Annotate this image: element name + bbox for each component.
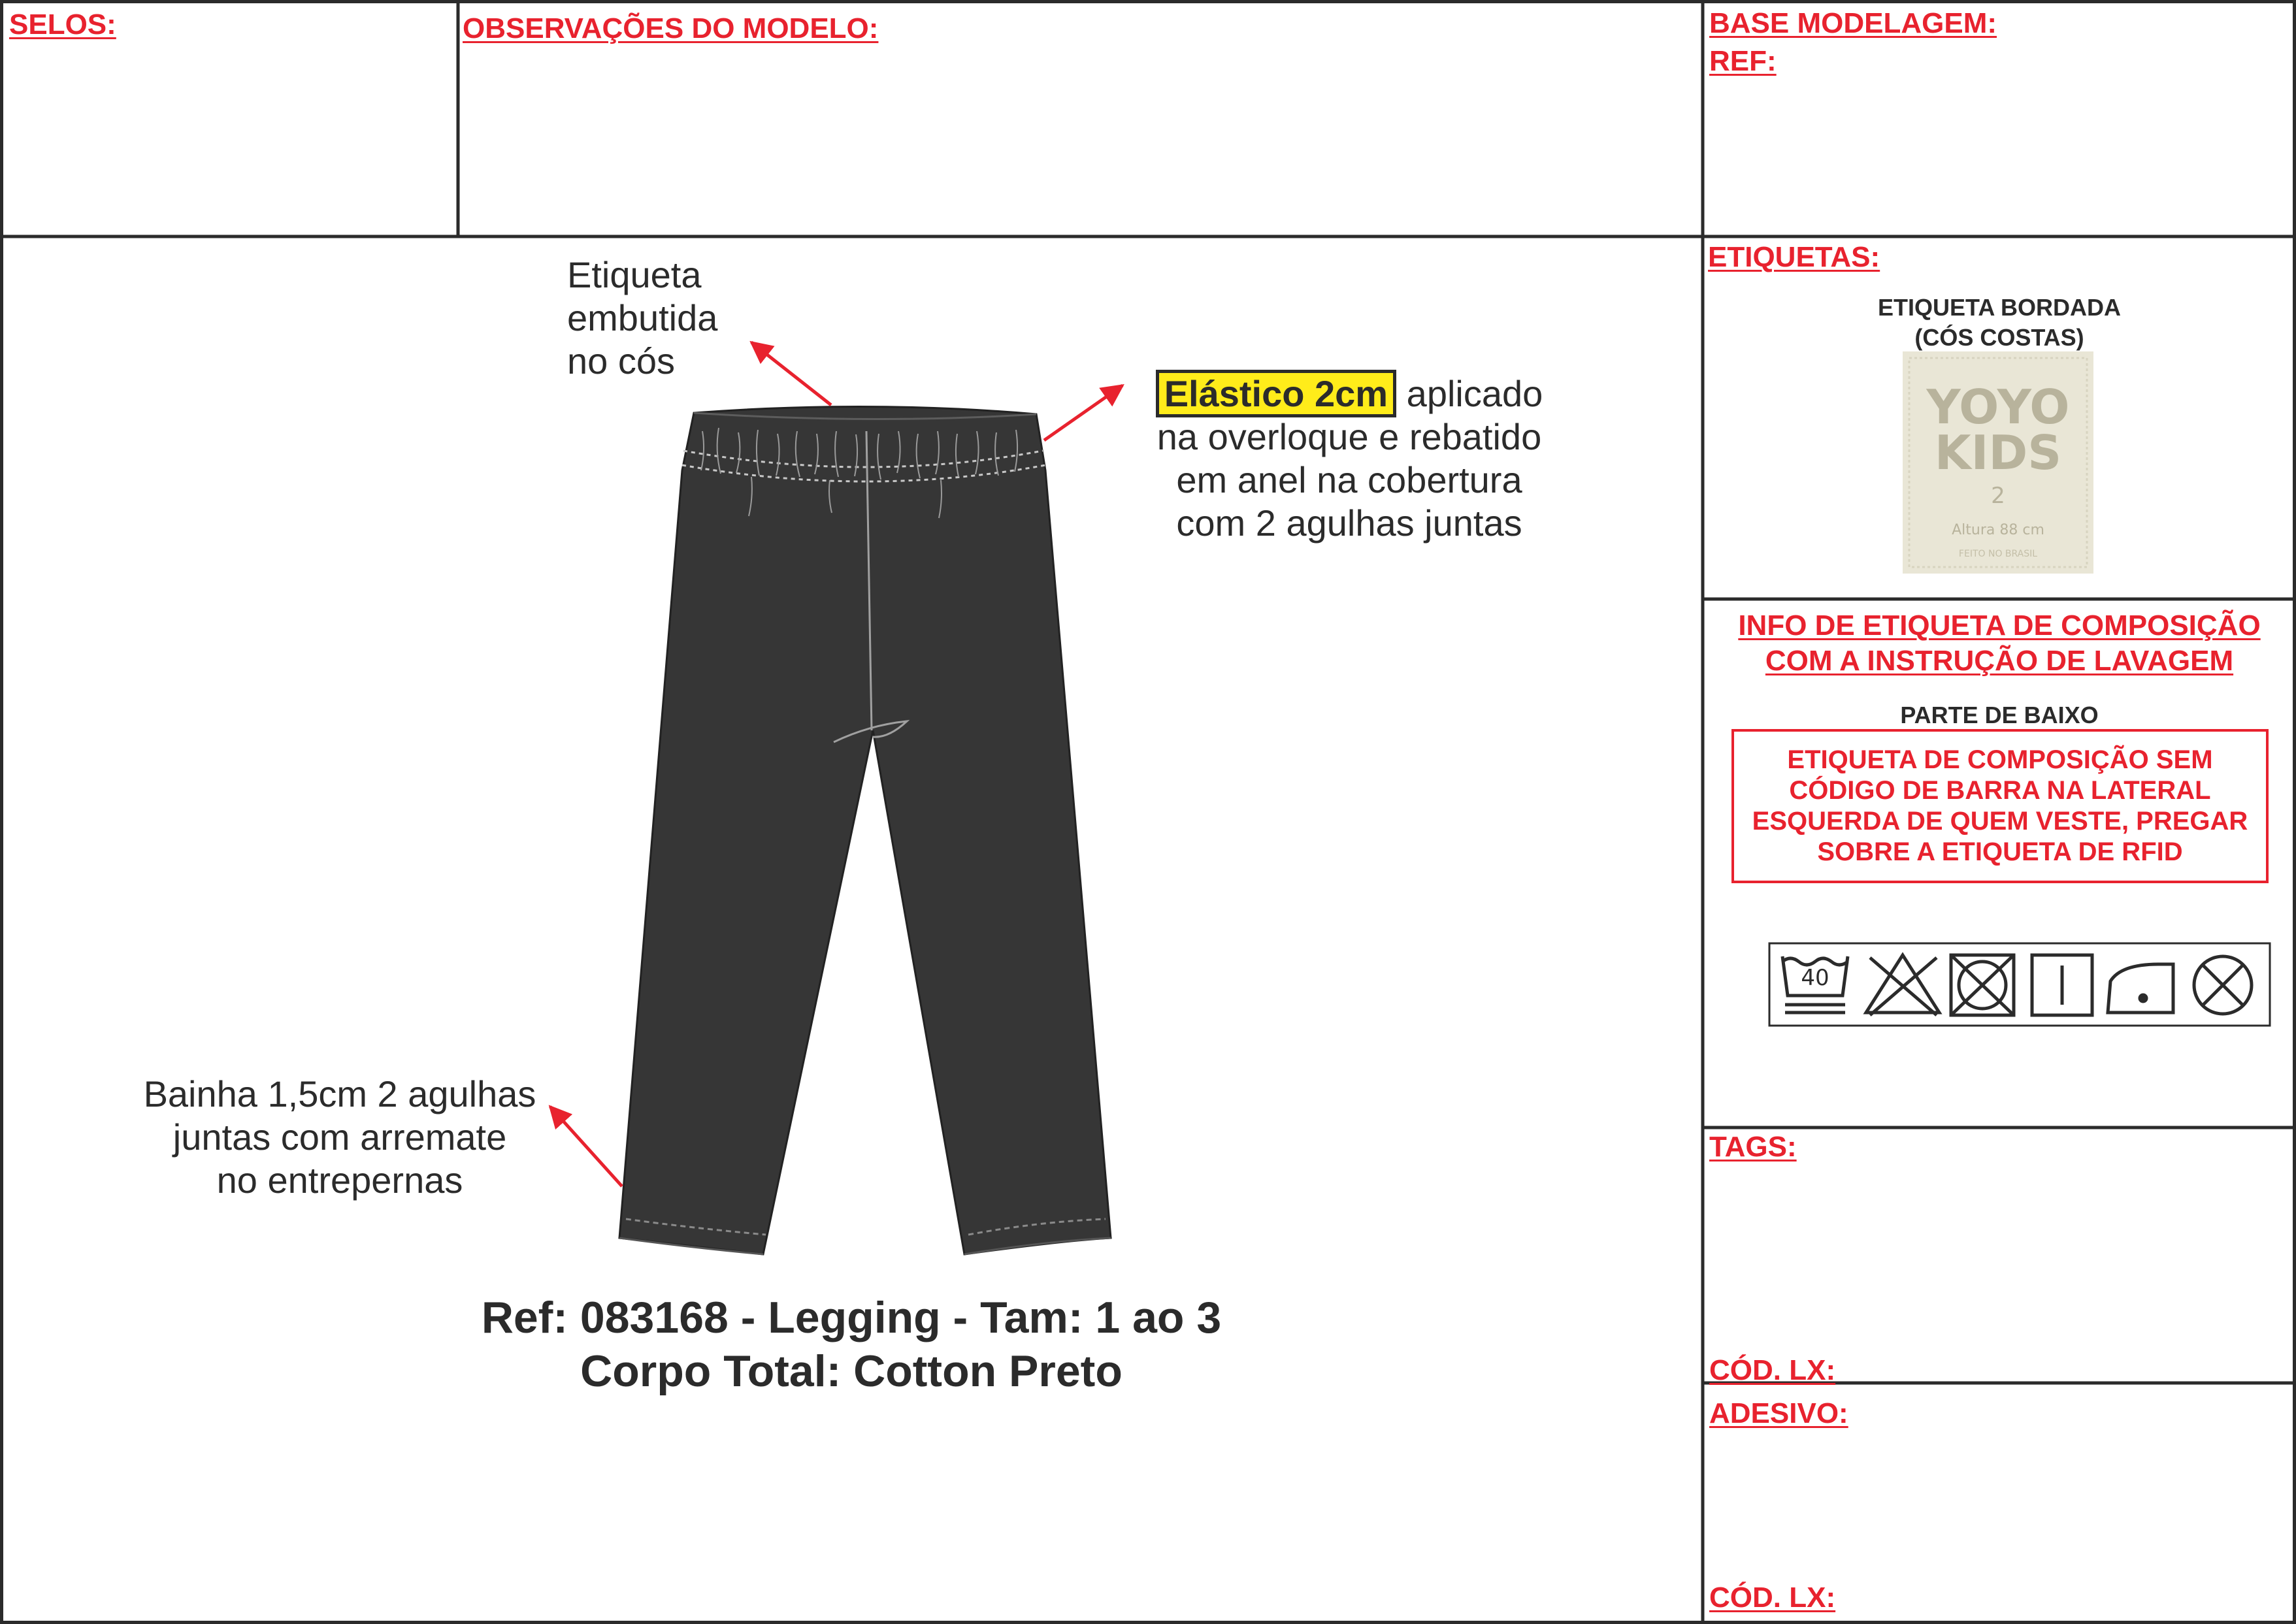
parte-de-baixo: PARTE DE BAIXO [1900, 702, 2099, 728]
label-size: 2 [1991, 483, 2005, 509]
selos-header: SELOS: [9, 8, 116, 41]
adesivo-header: ADESIVO: [1709, 1397, 1848, 1429]
label-brand-line2: KIDS [1934, 425, 2062, 480]
etiqueta-bordada-title: ETIQUETA BORDADA (CÓS COSTAS) [1878, 294, 2121, 351]
arrow-etiqueta [751, 342, 831, 405]
care-symbols [1768, 942, 2271, 1027]
label-brand-line1: YOYO [1926, 380, 2070, 434]
legging-body [619, 406, 1111, 1254]
wash-temperature: 40 [1801, 965, 1829, 991]
label-height: Altura 88 cm [1952, 522, 2044, 538]
composition-notice: ETIQUETA DE COMPOSIÇÃO SEM CÓDIGO DE BARRA NA LATERAL ESQUERDA DE QUEM VESTE, PREGAR SOBRE A ETIQUETA DE RFID [1752, 745, 2248, 866]
tags-cod-lx: CÓD. LX: [1709, 1354, 1836, 1386]
etiqueta-embutida-note: Etiqueta embutida no cós [567, 254, 718, 382]
observacoes-header: OBSERVAÇÕES DO MODELO: [463, 12, 879, 44]
ref-header: REF: [1709, 45, 1777, 77]
info-composicao-header-line1: INFO DE ETIQUETA DE COMPOSIÇÃO [1738, 609, 2261, 641]
brand-label-image [1903, 351, 2093, 574]
product-ref: Ref: 083168 - Legging - Tam: 1 ao 3 [481, 1293, 1222, 1342]
bainha-note: Bainha 1,5cm 2 agulhas juntas com arremate no entrepernas [143, 1073, 536, 1201]
elastico-highlight: Elástico 2cm [1156, 370, 1396, 417]
info-composicao-header-line2: COM A INSTRUÇÃO DE LAVAGEM [1765, 645, 2234, 677]
etiquetas-header: ETIQUETAS: [1708, 241, 1880, 273]
label-origin: FEITO NO BRASIL [1958, 549, 2038, 559]
tags-header: TAGS: [1709, 1131, 1797, 1163]
product-material: Corpo Total: Cotton Preto [580, 1346, 1123, 1396]
elastico-note: Elástico 2cm aplicado na overloque e rebatido em anel na cobertura com 2 agulhas juntas [1111, 372, 1588, 545]
composition-notice-box [1731, 729, 2269, 883]
adesivo-cod-lx: CÓD. LX: [1709, 1582, 1836, 1614]
base-modelagem-header: BASE MODELAGEM: [1709, 7, 1997, 39]
